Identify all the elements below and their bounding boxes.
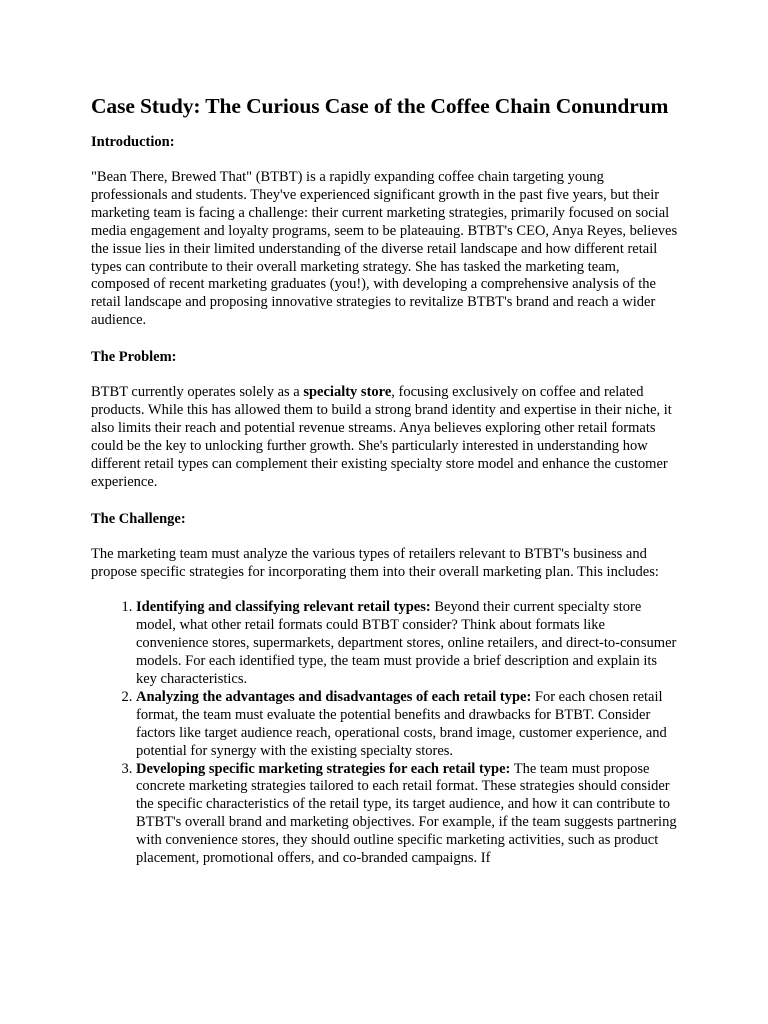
problem-paragraph	[91, 384, 681, 491]
list-item	[136, 761, 681, 868]
challenge-paragraph: The marketing team must analyze the various types of retailers relevant to BTBT's business and propose specific strategies for incorporating them into their overall marketing plan. This includes:	[91, 545, 659, 580]
list-item	[136, 599, 681, 689]
list-item-title: Developing specific marketing strategies for each retail type:	[136, 760, 511, 777]
list-item-text: The team must propose concrete marketing strategies tailored to each retail format. These strategies should consider the specific characteristics of the retail type, its target audience, and how it can contribute to BTBT's overall brand and marketing objectives. For example, if the team suggests partnering with convenience stores, they should outline specific marketing activities, such as product placement, promotional offers, and co-branded campaigns. If	[136, 760, 677, 867]
problem-text-start: BTBT currently operates solely as a	[91, 384, 304, 401]
list-item	[136, 689, 681, 761]
problem-heading: The Problem:	[91, 349, 177, 366]
list-item-text: Beyond their current specialty store model, what other retail formats could BTBT consider? Think about formats like convenience stores, supermarkets, department stores, online retailers, and direct-to-consumer models. For each identified type, the team must provide a brief description and explain its key characteristics.	[136, 599, 677, 688]
document-page	[91, 93, 681, 868]
challenge-heading: The Challenge:	[91, 510, 186, 527]
document-title: Case Study: The Curious Case of the Coffee Chain Conundrum	[91, 94, 669, 118]
list-item-title: Analyzing the advantages and disadvantages of each retail type:	[136, 688, 532, 705]
problem-text-bold: specialty store	[303, 384, 392, 401]
list-item-title: Identifying and classifying relevant retail types:	[136, 599, 431, 616]
problem-text-end: , focusing exclusively on coffee and related products. While this has allowed them to build a strong brand identity and expertise in their niche, it also limits their reach and potential revenue streams. Anya believes exploring other retail formats could be the key to unlocking further growth. She's particularly interested in understanding how different retail types can complement their existing specialty store model and enhance the customer experience.	[91, 384, 672, 490]
introduction-heading: Introduction:	[91, 134, 175, 150]
list-item-text: For each chosen retail format, the team must evaluate the potential benefits and drawbacks for BTBT. Consider factors like target audience reach, operational costs, brand image, customer experience, and potential for synergy with the existing specialty stores.	[136, 688, 667, 759]
introduction-paragraph: "Bean There, Brewed That" (BTBT) is a rapidly expanding coffee chain targeting young professionals and students. They've experienced significant growth in the past five years, but their marketing team is facing a challenge: their current marketing strategies, primarily focused on social media engagement and loyalty programs, seem to be plateauing. BTBT's CEO, Anya Reyes, believes the issue lies in their limited understanding of the diverse retail landscape and how different retail types can contribute to their overall marketing strategy. She has tasked the marketing team, composed of recent marketing graduates (you!), with developing a comprehensive analysis of the retail landscape and proposing innovative strategies to revitalize BTBT's brand and reach a wider audience.	[91, 169, 678, 329]
challenge-list	[91, 599, 681, 868]
